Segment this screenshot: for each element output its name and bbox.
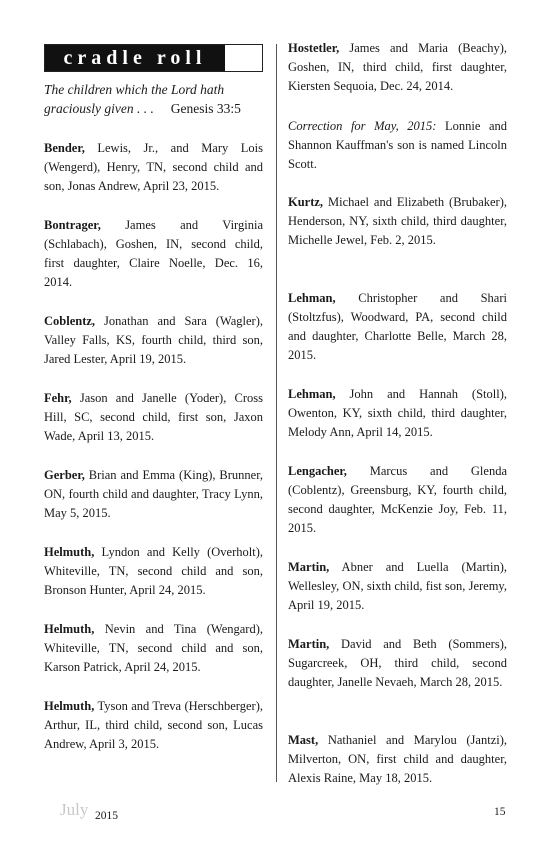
entry-surname: Bontrager, [44,218,101,232]
correction-lead: Correction for May, 2015: [288,119,437,133]
birth-entry [44,139,263,196]
birth-entry [44,389,263,446]
correction-note [288,117,507,174]
birth-entry [44,620,263,677]
birth-entry [288,39,507,96]
entry-details: Lyndon and Kelly (Overholt), Whiteville, TN, second child and son, Bronson Hunter, April 24, 2015. [44,545,263,597]
birth-entry [44,216,263,292]
entry-details: James and Virginia (Schlabach), Goshen, IN, second child, first daughter, Claire Noelle, Dec. 16, 2014. [44,218,263,289]
entry-surname: Gerber, [44,468,85,482]
entry-details: Jonathan and Sara (Wagler), Valley Falls, KS, fourth child, third son, Jared Lester, April 19, 2015. [44,314,263,366]
entry-details: Nathaniel and Marylou (Jantzi), Milverton, ON, first child and daughter, Alexis Raine, May 18, 2015. [288,733,507,785]
birth-entry [44,697,263,754]
entry-details: Lewis, Jr., and Mary Lois (Wengerd), Henry, TN, second child and son, Jonas Andrew, April 23, 2015. [44,141,263,193]
entry-details: David and Beth (Sommers), Sugarcreek, OH, third child, second daughter, Janelle Nevaeh, March 28, 2015. [288,637,507,689]
entry-details: Christopher and Shari (Stoltzfus), Woodward, PA, second child and daughter, Charlotte Belle, March 28, 2015. [288,291,507,362]
entry-surname: Bender, [44,141,85,155]
page-number: 15 [494,806,506,818]
column-divider [276,44,277,782]
birth-entry [288,289,507,365]
entry-surname: Kurtz, [288,195,324,209]
subtitle-quote: The children which the Lord hath graciously given . . . [44,82,225,116]
birth-entry [288,462,507,538]
section-title: cradle roll [45,45,225,71]
section-subtitle [44,80,263,118]
entry-surname: Helmuth, [44,622,95,636]
entry-surname: Hostetler, [288,41,340,55]
entry-surname: Lengacher, [288,464,347,478]
entry-surname: Mast, [288,733,319,747]
birth-entry [288,193,507,250]
footer-month: July [60,800,89,819]
entry-details: Brian and Emma (King), Brunner, ON, fourth child and daughter, Tracy Lynn, May 5, 2015. [44,468,263,520]
entry-surname: Martin, [288,560,330,574]
birth-entry [288,635,507,692]
entry-surname: Coblentz, [44,314,96,328]
entry-details: Abner and Luella (Martin), Wellesley, ON, sixth child, fist son, Jeremy, April 19, 2015. [288,560,507,612]
entry-details: Marcus and Glenda (Coblentz), Greensburg, KY, fourth child, second daughter, McKenzie Joy, Feb. 11, 2015. [288,464,507,535]
subtitle-reference: Genesis 33:5 [170,101,241,116]
entry-surname: Martin, [288,637,330,651]
birth-entry [288,385,507,442]
entry-details: Tyson and Treva (Herschberger), Arthur, IL, third child, second son, Lucas Andrew, April 3, 2015. [44,699,263,751]
entry-surname: Lehman, [288,387,336,401]
birth-entry [44,543,263,600]
birth-entry [44,312,263,369]
correction-text: Lonnie and Shannon Kauffman's son is named Lincoln Scott. [288,119,507,171]
birth-entry [288,731,507,788]
entry-details: John and Hannah (Stoll), Owenton, KY, sixth child, third daughter, Melody Ann, April 14, 2015. [288,387,507,439]
entry-surname: Helmuth, [44,699,95,713]
birth-entry [288,558,507,615]
entry-details: Jason and Janelle (Yoder), Cross Hill, SC, second child, first son, Jaxon Wade, April 13, 2015. [44,391,263,443]
footer-year: 2015 [95,810,118,822]
entry-surname: Lehman, [288,291,336,305]
entry-surname: Fehr, [44,391,72,405]
birth-entry [44,466,263,523]
entry-surname: Helmuth, [44,545,95,559]
entry-details: James and Maria (Beachy), Goshen, IN, third child, first daughter, Kiersten Sequoia, Dec. 24, 2014. [288,41,507,93]
entry-details: Michael and Elizabeth (Brubaker), Henderson, NY, sixth child, third daughter, Michelle Jewel, Feb. 2, 2015. [288,195,507,247]
entry-details: Nevin and Tina (Wengard), Whiteville, TN, second child and son, Karson Patrick, April 24, 2015. [44,622,263,674]
section-header [44,44,263,72]
